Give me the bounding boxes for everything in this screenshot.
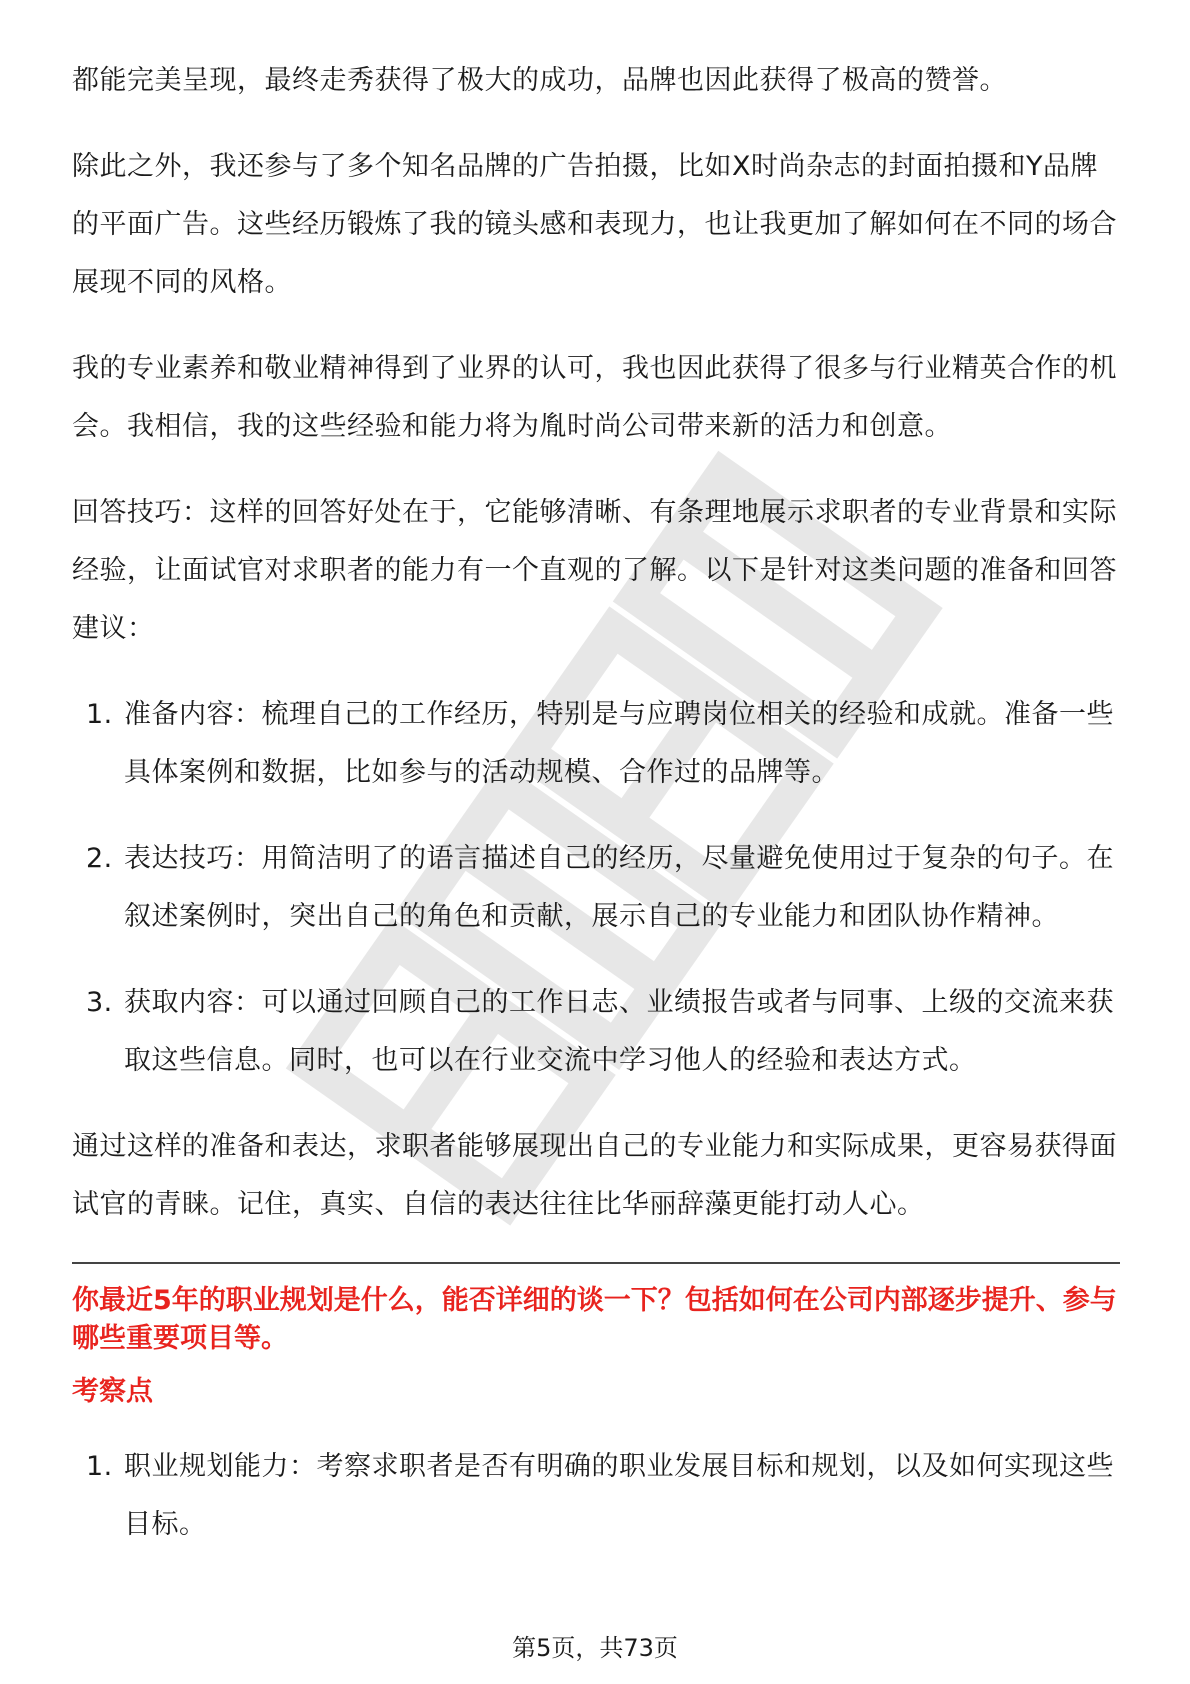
list-item [72, 974, 1120, 1090]
paragraph-runway-result: 都能完美呈现，最终走秀获得了极大的成功，品牌也因此获得了极高的赞誉。 [72, 65, 1007, 96]
list-item-number: 1. [86, 699, 113, 730]
list-item-text: 获取内容：可以通过回顾自己的工作日志、业绩报告或者与同事、上级的交流来获取这些信息。同时，也可以在行业交流中学习他人的经验和表达方式。 [124, 987, 1114, 1076]
list-item [72, 830, 1120, 946]
paragraph-recognition: 我的专业素养和敬业精神得到了业界的认可，我也因此获得了很多与行业精英合作的机会。我相信，我的这些经验和能力将为胤时尚公司带来新的活力和创意。 [72, 353, 1117, 442]
list-item-text: 准备内容：梳理自己的工作经历，特别是与应聘岗位相关的经验和成就。准备一些具体案例和数据，比如参与的活动规模、合作过的品牌等。 [124, 699, 1114, 788]
list-item-text: 表达技巧：用简洁明了的语言描述自己的经历，尽量避免使用过于复杂的句子。在叙述案例时，突出自己的角色和贡献，展示自己的专业能力和团队协作精神。 [124, 843, 1114, 932]
tips-list [72, 686, 1120, 1090]
list-item-number: 1. [86, 1451, 113, 1482]
page-footer: 第5页，共73页 [512, 1634, 678, 1662]
paragraph-ad-shoots: 除此之外，我还参与了多个知名品牌的广告拍摄，比如X时尚杂志的封面拍摄和Y品牌的平面广告。这些经历锻炼了我的镜头感和表现力，也让我更加了解如何在不同的场合展现不同的风格。 [72, 151, 1117, 298]
assessment-list [72, 1438, 1120, 1554]
interview-question: 你最近5年的职业规划是什么，能否详细的谈一下？包括如何在公司内部逐步提升、参与哪些重要项目等。 [72, 1285, 1117, 1354]
section-divider [72, 1262, 1120, 1264]
list-item [72, 686, 1120, 802]
section-heading: 考察点 [72, 1376, 153, 1407]
paragraph-closing: 通过这样的准备和表达，求职者能够展现出自己的专业能力和实际成果，更容易获得面试官的青睐。记住，真实、自信的表达往往比华丽辞藻更能打动人心。 [72, 1131, 1117, 1220]
list-item-number: 2. [86, 843, 113, 874]
list-item-number: 3. [86, 987, 113, 1018]
list-item-text: 职业规划能力：考察求职者是否有明确的职业发展目标和规划，以及如何实现这些目标。 [124, 1451, 1114, 1540]
document-page [72, 52, 1120, 1582]
list-item [72, 1438, 1120, 1554]
paragraph-answer-tips: 回答技巧：这样的回答好处在于，它能够清晰、有条理地展示求职者的专业背景和实际经验，让面试官对求职者的能力有一个直观的了解。以下是针对这类问题的准备和回答建议： [72, 497, 1117, 644]
